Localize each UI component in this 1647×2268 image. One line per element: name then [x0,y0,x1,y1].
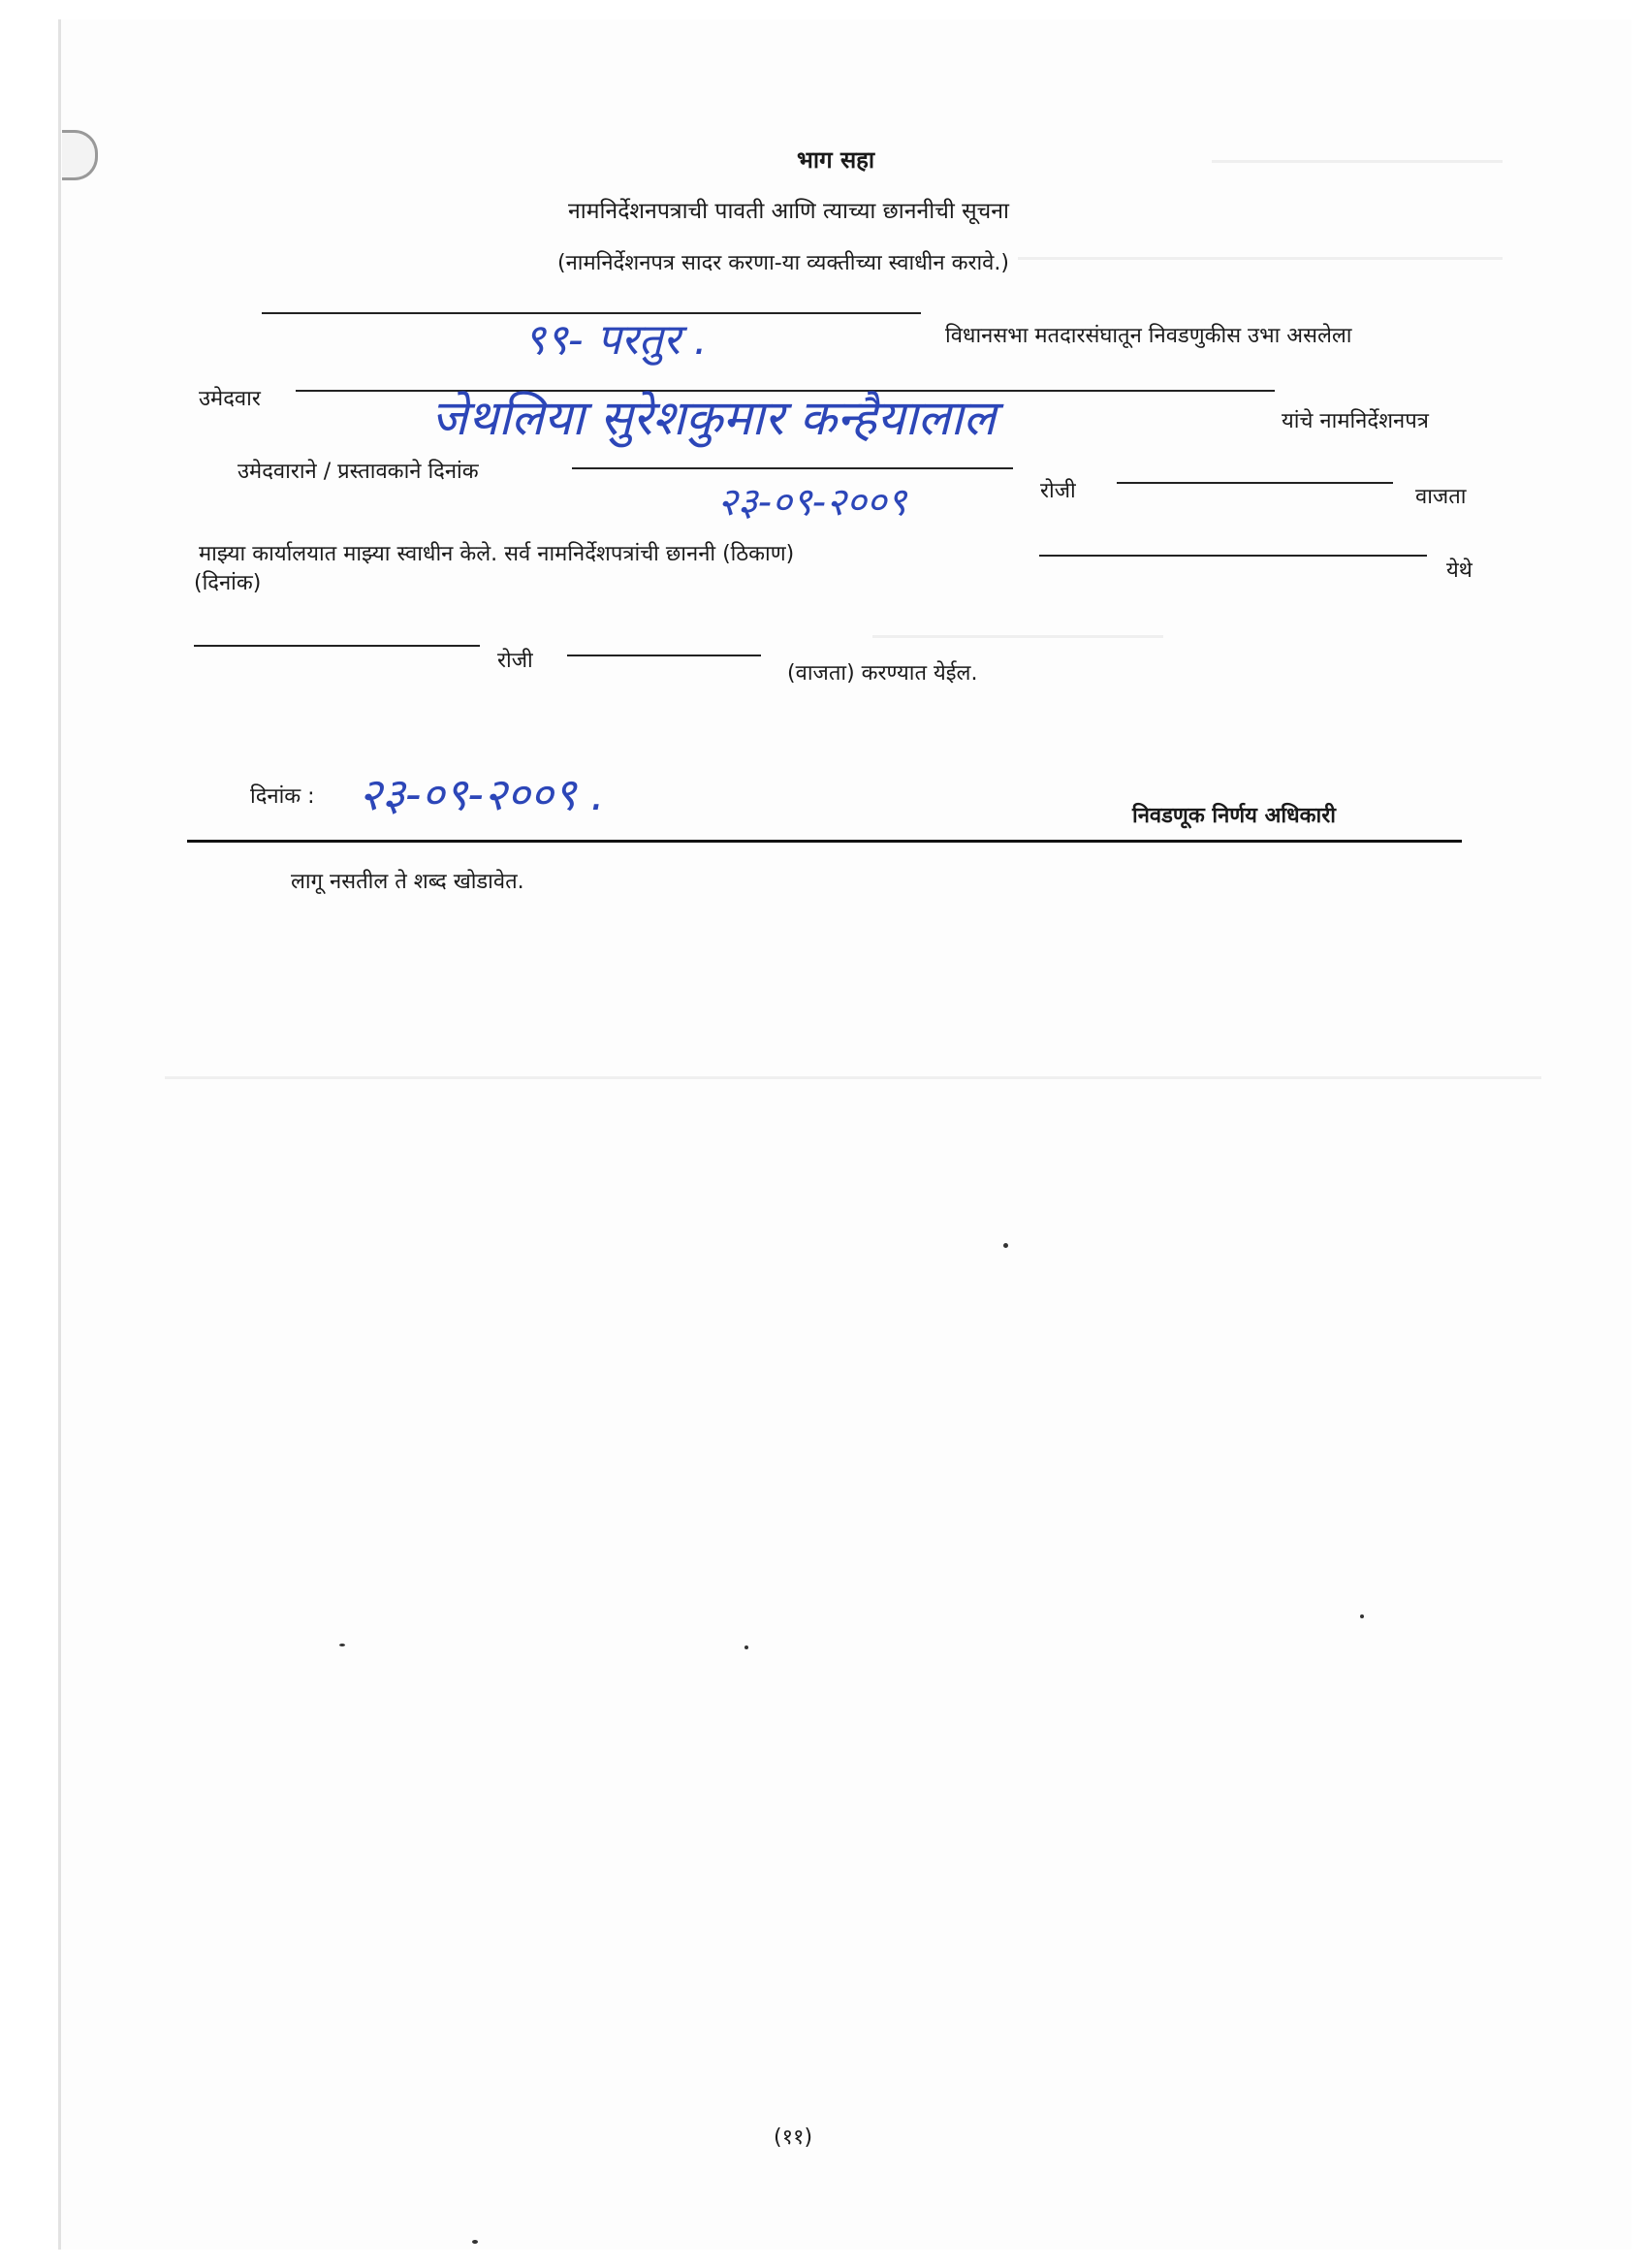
scan-speck [1360,1614,1364,1618]
returning-officer-label: निवडणूक निर्णय अधिकारी [1132,804,1336,828]
scrutiny-date-blank-line [194,645,480,647]
part-heading: भाग सहा [797,146,875,174]
form-subtitle: (नामनिर्देशनपत्र सादर करणा-या व्यक्तीच्या स्वाधीन करावे.) [557,251,1009,275]
scrutiny-on-label: रोजी [497,649,533,673]
here-label: येथे [1446,559,1473,583]
date-paren-label: (दिनांक) [194,571,262,595]
scan-speck [339,1644,345,1646]
show-through-mark [1212,160,1503,163]
show-through-mark [165,1076,1541,1079]
sign-date-handwritten: २३-०९-२००९ . [359,768,605,820]
show-through-mark [872,635,1163,638]
on-label: रोजी [1040,479,1076,503]
show-through-mark [1018,257,1503,260]
submitted-by-label: उमेदवाराने / प्रस्तावकाने दिनांक [238,460,479,484]
candidate-label: उमेदवार [199,387,261,411]
page-number: (११) [774,2125,813,2150]
constituency-suffix: विधानसभा मतदारसंघातून निवडणुकीस उभा असलेला [945,324,1352,348]
scan-speck [472,2240,478,2244]
date-label: दिनांक : [250,784,315,809]
footer-divider [187,840,1462,843]
time-label: वाजता [1415,485,1467,509]
scan-speck [744,1645,748,1649]
submission-date-blank-line [572,467,1013,469]
scan-speck [1003,1243,1008,1248]
strike-note: लागू नसतील ते शब्द खोडावेत. [291,870,524,894]
scrutiny-time-label: (वाजता) करण्यात येईल. [787,661,978,686]
form-title: नामनिर्देशनपत्राची पावती आणि त्याच्या छाननीची सूचना [568,199,1009,224]
document-page [58,19,1631,2250]
candidate-name-handwritten: जेथलिया सुरेशकुमार कन्हैयालाल [431,390,997,446]
scrutiny-place-blank-line [1039,555,1427,557]
time-blank-line [1117,482,1393,484]
scrutiny-time-blank-line [567,655,761,656]
office-line: माझ्या कार्यालयात माझ्या स्वाधीन केले. सर्व नामनिर्देशपत्रांची छाननी (ठिकाण) [199,542,795,566]
constituency-handwritten: ९९- परतुर . [523,315,708,365]
candidate-suffix: यांचे नामनिर्देशनपत्र [1282,409,1429,433]
submission-date-handwritten: २३-०९-२००९ [717,480,907,525]
